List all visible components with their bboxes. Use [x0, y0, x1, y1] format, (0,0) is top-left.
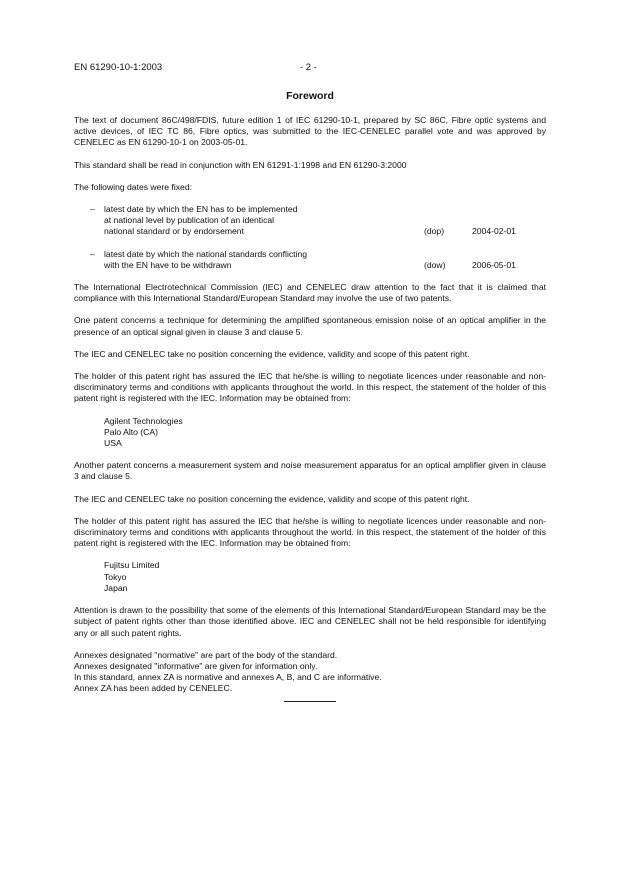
dash-bullet: – — [90, 204, 95, 215]
page-number: - 2 - — [300, 62, 317, 73]
document-id: EN 61290-10-1:2003 — [74, 62, 163, 73]
paragraph-patent-notice: The International Electrotechnical Commission (IEC) and CENELEC draw attention to the fact that it is claimed that compliance with this International Standard/European Standard may involve the use of two patents. — [74, 282, 546, 304]
date-value: 2004-02-01 — [472, 226, 516, 237]
paragraph-attention: Attention is drawn to the possibility that some of the elements of this International Standard/European Standard may be the subject of patent rights other than those identified above. IEC and CENELEC shall not be held responsible for identifying any or all such patent rights. — [74, 605, 546, 638]
paragraph-no-position-1: The IEC and CENELEC take no position concerning the evidence, validity and scope of this patent right. — [74, 348, 470, 359]
date-value: 2006-05-01 — [472, 259, 516, 270]
date-abbreviation: (dow) — [424, 259, 446, 270]
paragraph-dates-intro: The following dates were fixed: — [74, 181, 192, 192]
page-header — [74, 62, 546, 74]
paragraph-holder-1: The holder of this patent right has assured the IEC that he/she is willing to negotiate licences under reasonable and non-discriminatory terms and conditions with applicants throughout the world. In this respect, the statement of the holder of this patent right is registered with the IEC. Information may be obtained from: — [74, 371, 546, 404]
annexes-notes: Annexes designated "normative" are part of the body of the standard. Annexes designated "informative" are given for information only. In this standard, annex ZA is normative and annexes A, B, and C are informative. Annex ZA has been added by CENELEC. — [74, 649, 382, 694]
paragraph-intro: The text of document 86C/498/FDIS, future edition 1 of IEC 61290-10-1, prepared by SC 86C, Fibre optic systems and active devices, of IEC TC 86, Fibre optics, was submitted to the IEC-CENELEC parallel vote and was approved by CENELEC as EN 61290-10-1 on 2003-05-01. — [74, 115, 546, 148]
section-title: Foreword — [286, 90, 334, 102]
paragraph-conjunction: This standard shall be read in conjunction with EN 61291-1:1998 and EN 61290-3:2000 — [74, 159, 407, 170]
paragraph-patent-2: Another patent concerns a measurement system and noise measurement apparatus for an optical amplifier given in clause 3 and clause 5. — [74, 460, 546, 482]
date-description: latest date by which the national standards conflicting with the EN have to be withdrawn — [104, 248, 308, 270]
paragraph-holder-2: The holder of this patent right has assured the IEC that he/she is willing to negotiate licences under reasonable and non-discriminatory terms and conditions with applicants throughout the world. In this respect, the statement of the holder of this patent right is registered with the IEC. Information may be obtained from: — [74, 515, 546, 549]
end-rule — [284, 701, 336, 702]
dash-bullet: – — [90, 248, 95, 259]
address-fujitsu: Fujitsu Limited Tokyo Japan — [104, 560, 160, 593]
address-agilent: Agilent Technologies Palo Alto (CA) USA — [104, 415, 183, 449]
date-row-dop — [74, 204, 546, 238]
date-row-dow — [74, 249, 546, 271]
paragraph-patent-1: One patent concerns a technique for determining the amplified spontaneous emission noise of an optical amplifier in the presence of an optical signal given in clause 3 and clause 5. — [74, 315, 546, 337]
paragraph-no-position-2: The IEC and CENELEC take no position concerning the evidence, validity and scope of this patent right. — [74, 493, 470, 504]
foreword-body — [74, 115, 546, 702]
date-description: latest date by which the EN has to be implemented at national level by publication of an identical national standard or by endorsement — [104, 204, 298, 237]
dates-list — [74, 204, 546, 271]
date-abbreviation: (dop) — [424, 226, 445, 237]
